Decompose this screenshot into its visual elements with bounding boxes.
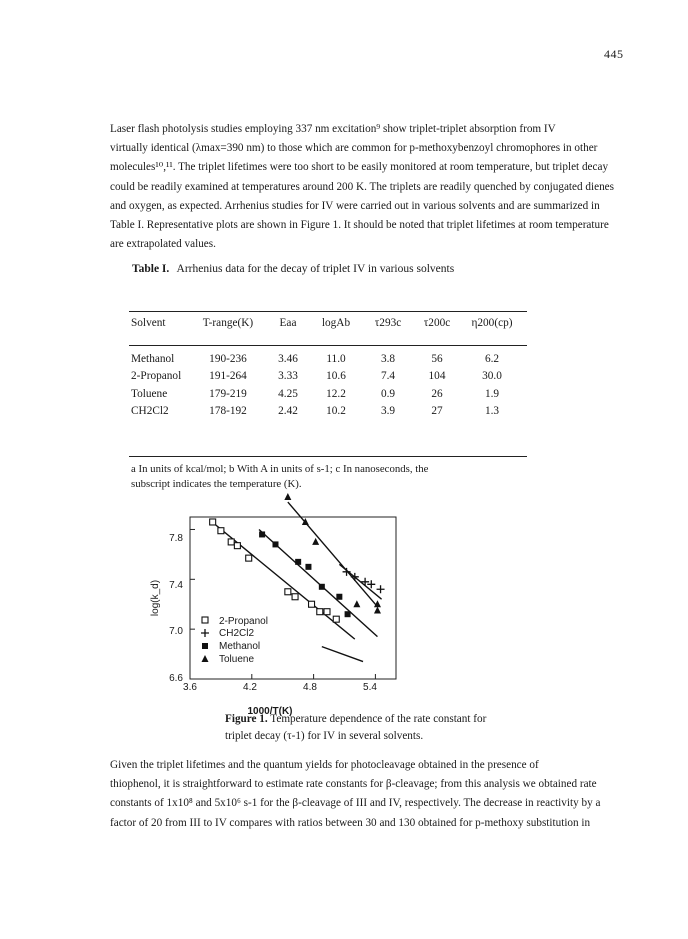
table-footnote-line-1: a In units of kcal/mol; b With A in units of s-1; c In nanoseconds, the xyxy=(131,463,429,475)
data-point-2-propanol xyxy=(218,528,224,534)
x-tick-labels xyxy=(183,682,377,693)
fit-line xyxy=(322,647,363,662)
fit-line xyxy=(339,564,381,599)
legend xyxy=(201,616,268,665)
table-cell: 56 xyxy=(431,352,443,365)
x-tick-label: 3.6 xyxy=(183,682,197,693)
table-cell: CH2Cl2 xyxy=(131,405,169,418)
data-point-methanol xyxy=(336,594,342,600)
data-point-methanol xyxy=(272,541,278,547)
data-point-2-propanol xyxy=(292,594,298,600)
p1-line-1: Laser flash photolysis studies employing 337 nm excitation⁹ show triplet-triplet absorption from IV xyxy=(110,123,556,135)
y-tick-label: 7.4 xyxy=(169,580,183,591)
legend-label-ch2cl2: CH2Cl2 xyxy=(219,628,255,639)
data-point-2-propanol xyxy=(324,609,330,615)
data-point-toluene xyxy=(374,606,381,613)
table-cell: 7.4 xyxy=(380,370,396,383)
table-cell: 11.0 xyxy=(326,352,346,365)
figure-caption xyxy=(225,711,525,745)
header-cell: τ200c xyxy=(423,316,451,329)
p1-line-7: are extrapolated values. xyxy=(110,238,216,251)
header-cell: η200(cp) xyxy=(471,316,513,329)
table-footnote-line-2: subscript indicates the temperature (K). xyxy=(131,478,302,490)
figure-caption-text: Temperature dependence of the rate constant for xyxy=(270,713,487,725)
page-number: 445 xyxy=(604,47,624,61)
table-cell: 27 xyxy=(431,405,443,418)
data-point-2-propanol xyxy=(228,539,234,545)
legend-marker-ch2cl2 xyxy=(201,629,209,637)
figure-caption-line-2: triplet decay (τ-1) for IV in several solvents. xyxy=(225,730,424,742)
p2-line-4: factor of 20 from III to IV compares with ratios between 30 and 130 obtained for p-methoxy substitution in xyxy=(110,816,591,829)
table-cell: 0.9 xyxy=(380,387,396,400)
fit-line xyxy=(288,502,378,607)
data-point-methanol xyxy=(345,611,351,617)
table-cell: 3.9 xyxy=(380,405,396,418)
y-tick-label: 7.0 xyxy=(169,626,183,637)
table-cell: 10.2 xyxy=(326,405,346,418)
legend-markers xyxy=(201,617,209,662)
data-point-2-propanol xyxy=(210,519,216,525)
p1-line-4: could be readily examined at temperatures around 200 K. The triplets are readily quenched by conjugated dienes xyxy=(110,180,614,193)
table-cell: 10.6 xyxy=(326,370,346,383)
table-cell: 12.2 xyxy=(326,387,346,400)
table-cell: 30.0 xyxy=(482,370,502,383)
table-cell: 179-219 xyxy=(209,387,247,400)
paragraph-2 xyxy=(110,756,628,833)
p1-line-2: virtually identical (λmax=390 nm) to those which are common for p-methoxybenzoyl chromophores in other xyxy=(110,142,598,155)
data-point-methanol xyxy=(319,584,325,590)
header-cell: T-range(K) xyxy=(202,316,254,329)
data-point-toluene xyxy=(353,600,360,607)
data-point-ch2cl2 xyxy=(377,585,385,593)
header-cell: logAb xyxy=(321,316,351,329)
p2-line-3: constants of 1x10⁸ and 5x10⁶ s-1 for the β-cleavage of III and IV, respectively. The decrease in reactivity by a xyxy=(110,797,601,810)
data-point-methanol xyxy=(259,531,265,537)
table-cell: 1.9 xyxy=(484,387,500,400)
x-tick-label: 5.4 xyxy=(363,682,377,693)
table-cell: 3.46 xyxy=(278,352,298,365)
x-tick-label: 4.2 xyxy=(243,682,257,693)
table-cell: 190-236 xyxy=(209,352,247,365)
table-caption-text: Arrhenius data for the decay of triplet IV in various solvents xyxy=(176,263,455,275)
legend-marker-toluene xyxy=(202,655,209,662)
header-cell: τ293c xyxy=(374,316,402,329)
table-cell: 3.33 xyxy=(278,370,298,383)
data-point-2-propanol xyxy=(246,555,252,561)
p1-line-6: Table I. Representative plots are shown in Figure 1. It should be noted that triplet lifetimes at room temperature xyxy=(110,219,609,232)
table-cell: 26 xyxy=(431,387,443,400)
table-cell: 4.25 xyxy=(278,387,298,400)
data-point-2-propanol xyxy=(285,589,291,595)
legend-label-toluene: Toluene xyxy=(219,654,255,665)
header-cell: Eaa xyxy=(279,316,297,329)
table-cell: 2.42 xyxy=(278,405,298,418)
table-cell: 2-Propanol xyxy=(131,370,182,383)
data-point-toluene xyxy=(284,493,291,500)
data-point-2-propanol xyxy=(317,609,323,615)
x-axis-label: 1000/T(K) xyxy=(247,706,293,717)
table-cell: 6.2 xyxy=(484,352,500,365)
table-cell: 178-192 xyxy=(209,405,247,418)
x-tick-label: 4.8 xyxy=(303,682,317,693)
table-cell: 191-264 xyxy=(209,370,247,383)
y-tick-labels xyxy=(169,533,183,684)
table-label: Table I. xyxy=(132,263,170,275)
table-cell: 1.3 xyxy=(484,405,500,418)
y-tick-label: 6.6 xyxy=(169,673,183,684)
legend-marker-2-propanol xyxy=(202,617,208,623)
data-point-2-propanol xyxy=(309,601,315,607)
legend-marker-methanol xyxy=(202,643,208,649)
p1-line-3: molecules¹⁰,¹¹. The triplet lifetimes were too short to be easily monitored at room temperature, but triplet decay xyxy=(110,161,609,174)
table-cell: Toluene xyxy=(131,387,168,400)
p2-line-1: Given the triplet lifetimes and the quantum yields for photocleavage obtained in the presence of xyxy=(110,759,539,771)
data-point-2-propanol xyxy=(234,543,240,549)
data-point-methanol xyxy=(305,564,311,570)
figure-label: Figure 1. xyxy=(225,713,268,725)
data-point-methanol xyxy=(295,559,301,565)
y-axis-label: log(k_d) xyxy=(150,579,161,617)
y-tick-label: 7.8 xyxy=(169,533,183,544)
p1-line-5: and oxygen, as expected. Arrhenius studies for IV were carried out in various solvents and are summarized in xyxy=(110,199,600,212)
table-cell: 104 xyxy=(428,370,446,383)
data-point-2-propanol xyxy=(333,616,339,622)
table-cell: 3.8 xyxy=(380,352,396,365)
legend-label-2-propanol: 2-Propanol xyxy=(219,616,268,627)
header-cell: Solvent xyxy=(131,316,166,329)
table-cell: Methanol xyxy=(131,352,175,365)
p2-line-2: thiophenol, it is straightforward to estimate rate constants for β-cleavage; from this analysis we obtained rate xyxy=(110,778,597,791)
legend-label-methanol: Methanol xyxy=(219,641,261,652)
data-point-toluene xyxy=(312,538,319,545)
